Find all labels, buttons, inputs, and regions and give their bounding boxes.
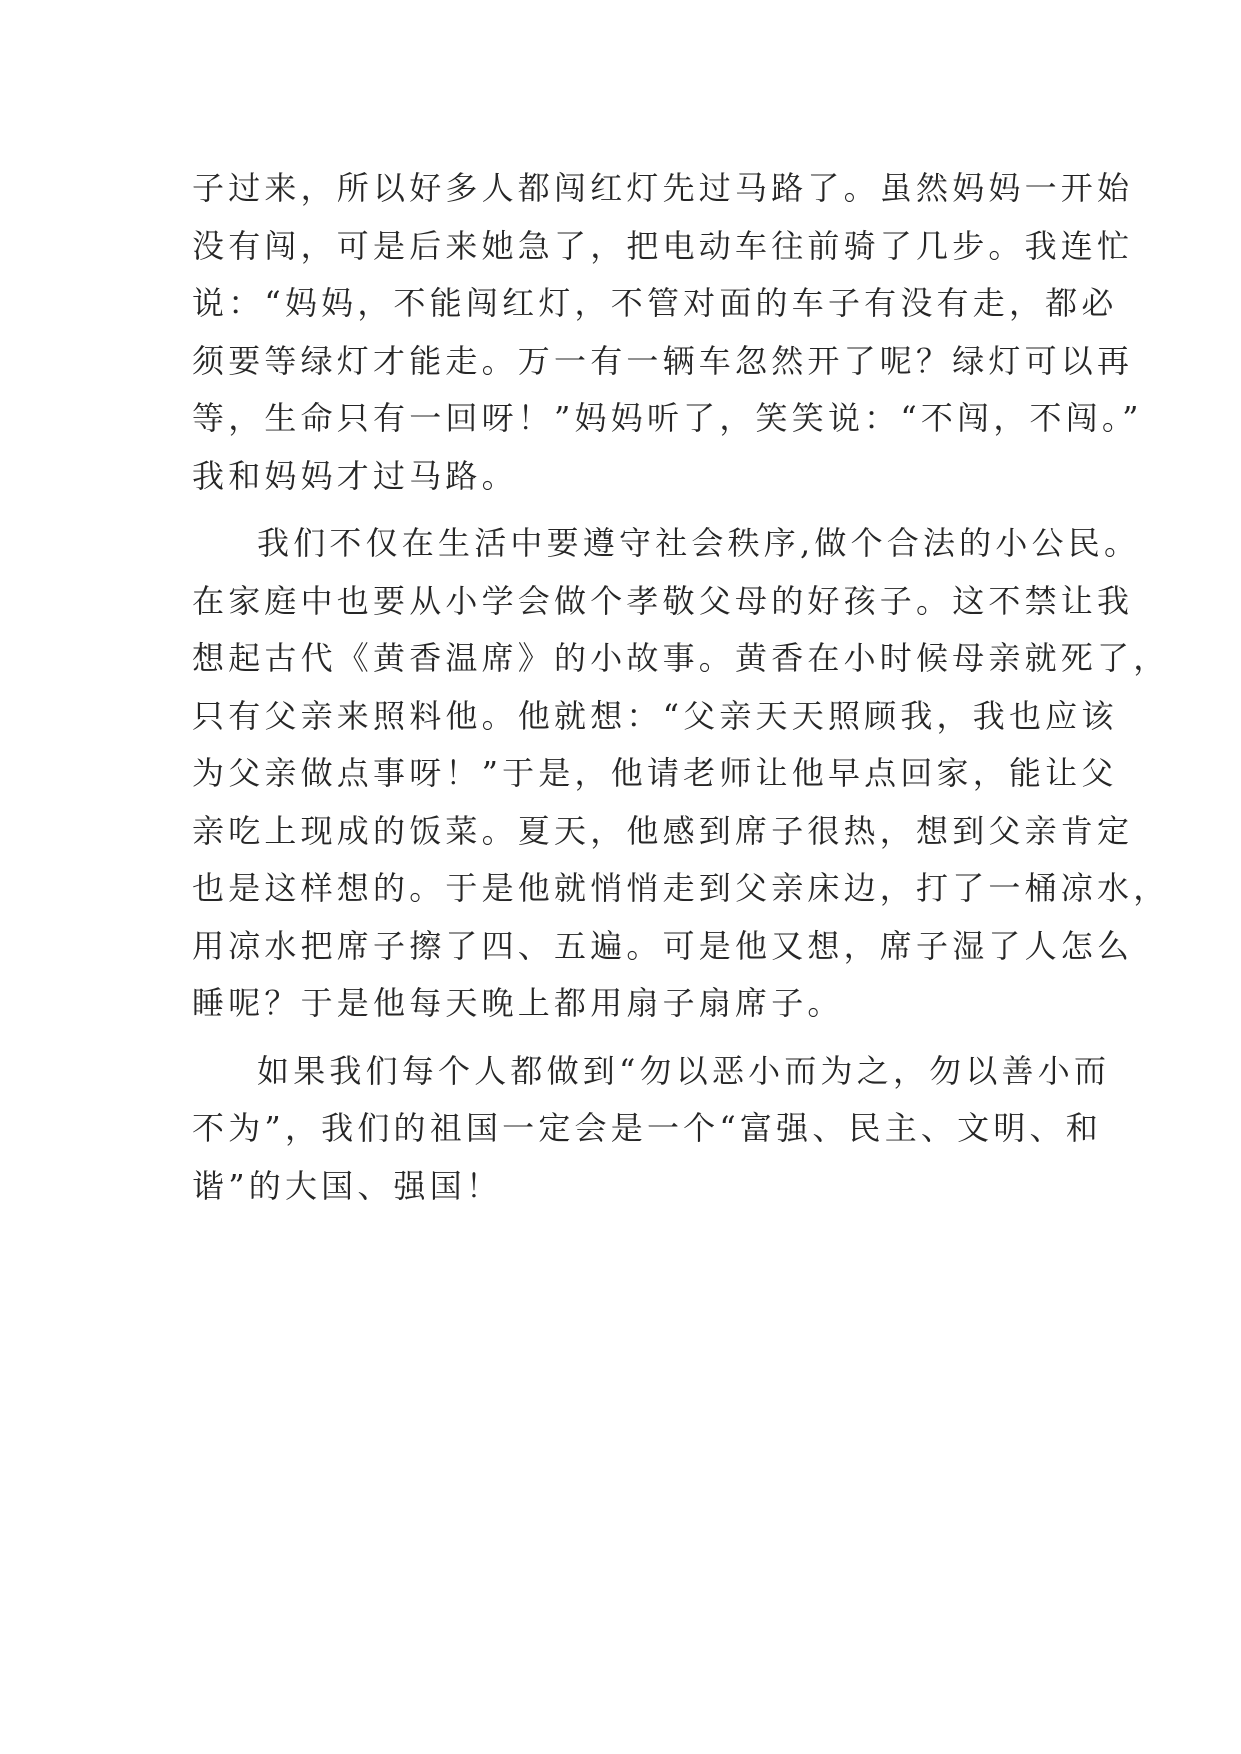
paragraph-2 (192, 515, 1170, 1033)
paragraph-line: 我和妈妈才过马路。 (192, 456, 518, 495)
paragraph-line: 须要等绿灯才能走。万一有一辆车忽然开了呢？绿灯可以再 (192, 341, 1134, 380)
paragraph-line: 如果我们每个人都做到“勿以恶小而为之，勿以善小而 (257, 1051, 1111, 1090)
paragraph-line: 不为”，我们的祖国一定会是一个“富强、民主、文明、和 (192, 1109, 1102, 1147)
paragraph-3 (192, 1043, 1111, 1216)
paragraph-line: 为父亲做点事呀！”于是，他请老师让他早点回家，能让父 (192, 754, 1118, 792)
paragraph-line: 用凉水把席子擦了四、五遍。可是他又想，席子湿了人怎么 (192, 926, 1134, 965)
paragraph-line: 我们不仅在生活中要遵守社会秩序,做个合法的小公民。 (257, 524, 1141, 562)
paragraph-line: 只有父亲来照料他。他就想：“父亲天天照顾我，我也应该 (192, 696, 1118, 735)
paragraph-line: 没有闯，可是后来她急了，把电动车往前骑了几步。我连忙 (192, 226, 1134, 265)
paragraph-line: 子过来，所以好多人都闯红灯先过马路了。虽然妈妈一开始 (192, 169, 1134, 207)
paragraph-line: 在家庭中也要从小学会做个孝敬父母的好孩子。这不禁让我 (192, 581, 1134, 620)
paragraph-line: 想起古代《黄香温席》的小故事。黄香在小时候母亲就死了， (192, 639, 1170, 677)
paragraph-line: 说：“妈妈，不能闯红灯，不管对面的车子有没有走，都必 (192, 284, 1118, 322)
paragraph-line: 等，生命只有一回呀！”妈妈听了，笑笑说：“不闯，不闯。” (192, 399, 1143, 437)
paragraph-line: 谐”的大国、强国！ (192, 1166, 503, 1205)
paragraph-1 (192, 160, 1143, 505)
paragraph-line: 亲吃上现成的饭菜。夏天，他感到席子很热，想到父亲肯定 (192, 811, 1134, 850)
paragraph-line: 也是这样想的。于是他就悄悄走到父亲床边，打了一桶凉水， (192, 869, 1170, 907)
paragraph-line: 睡呢？于是他每天晚上都用扇子扇席子。 (192, 984, 844, 1022)
document-body (192, 160, 1170, 1215)
